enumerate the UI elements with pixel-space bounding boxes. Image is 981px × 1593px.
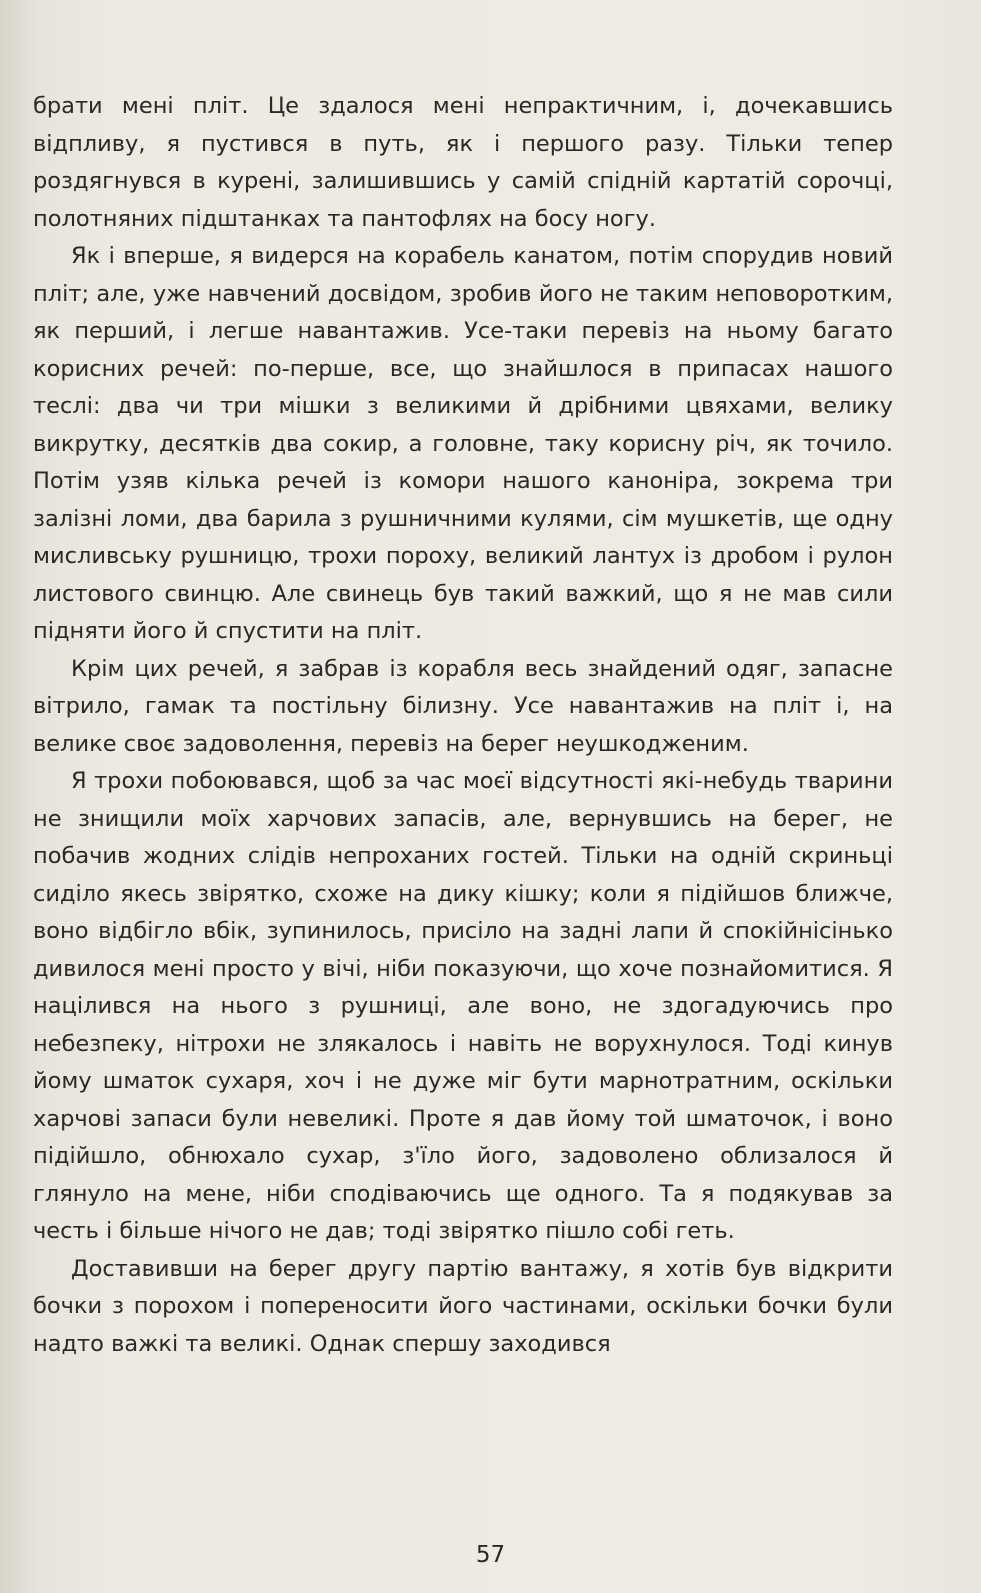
paragraph-3: Крім цих речей, я забрав із корабля весь знайдений одяг, запасне вітрило, гамак та постільну білизну. Усе навантажив на пліт і, на велике своє задоволення, перевіз на берег неушкодженим. — [33, 655, 893, 757]
page-number: 57 — [475, 1542, 506, 1568]
paragraph-2: Як і вперше, я видерся на корабель канатом, потім спорудив новий пліт; але, уже навчений досвідом, зробив його не таким неповоротким, як перший, і легше навантажив. Усе-таки перевіз на ньому багато корисних речей: по-перше, все, що знайшлося в припасах нашого теслі: два чи три мішки з великими й дрібними цвяхами, велику викрутку, десятків два сокир, а головне, таку корисну річ, як точило. Потім узяв кілька речей із комори нашого каноніра, зокрема три залізні ломи, два барила з рушничними кулями, сім мушкетів, ще одну мисливську рушницю, трохи пороху, великий лантух із дробом і рулон листового свинцю. Але свинець був такий важкий, що я не мав сили підняти його й спустити на пліт. — [33, 243, 893, 644]
paragraph-1: брати мені пліт. Це здалося мені непрактичним, і, дочекавшись відпливу, я пустився в путь, як і першого разу. Тільки тепер роздягнувся в курені, залишившись у самій спідній картатій сорочці, полотняних підштанках та пантофлях на босу ногу. — [33, 93, 893, 232]
paragraph-4: Я трохи побоювався, щоб за час моєї відсутності які-небудь тварини не знищили моїх харчових запасів, але, вернувшись на берег, не побачив жодних слідів непроханих гостей. Тільки на одній скриньці сиділо якесь звірятко, схоже на дику кішку; коли я підійшов ближче, воно відбігло вбік, зупинилось, присіло на задні лапи й спокійнісінько дивилося мені просто у вічі, ніби показуючи, що хоче познайомитися. Я націлився на нього з рушниці, але воно, не здогадуючись про небезпеку, нітрохи не злякалось і навіть не ворухнулося. Тоді кинув йому шматок сухаря, хоч і не дуже міг бути марнотратним, оскільки харчові запаси були невеликі. Проте я дав йому той шматочок, і воно підійшло, обнюхало сухар, з'їло його, задоволено облизалося й глянуло на мене, ніби сподіваючись ще одного. Та я подякував за честь і більше нічого не дав; тоді звірятко пішло собі геть. — [33, 768, 893, 1244]
body-text — [33, 88, 893, 1363]
paragraph-5: Доставивши на берег другу партію вантажу, я хотів був відкрити бочки з порохом і попереносити його частинами, оскільки бочки були надто важкі та великі. Однак спершу заходився — [33, 1255, 893, 1357]
